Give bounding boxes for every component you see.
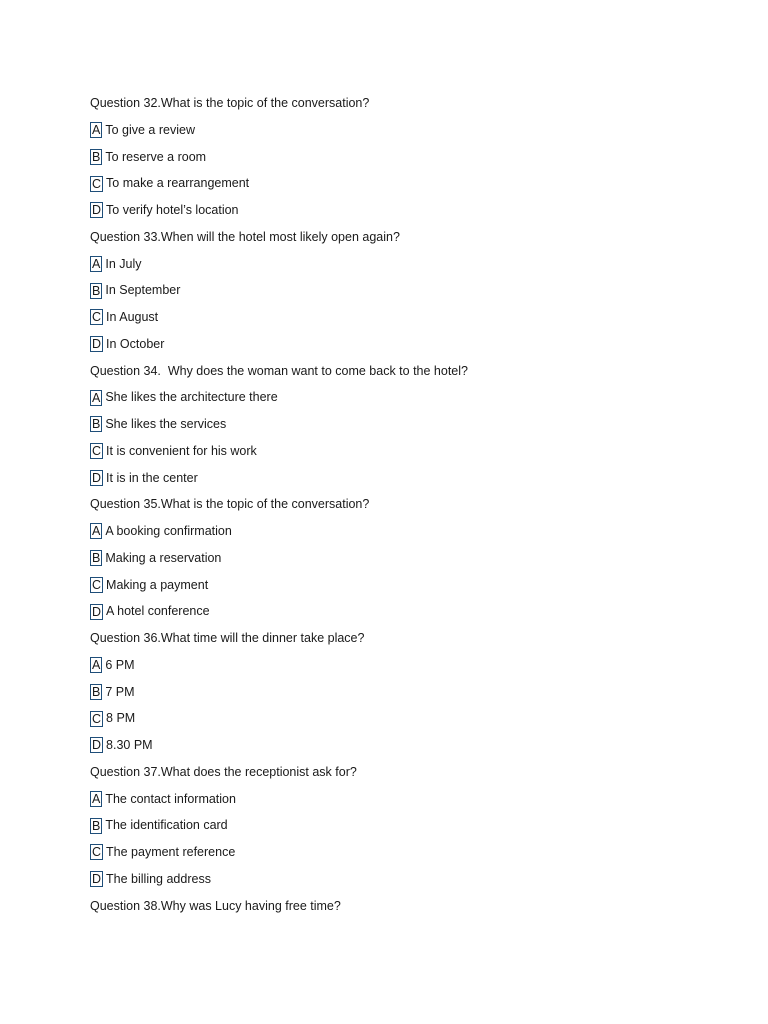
option-36-a[interactable]	[90, 652, 730, 679]
option-text: Making a reservation	[105, 550, 222, 565]
option-text: She likes the services	[105, 417, 227, 432]
option-letter-box: B	[92, 283, 101, 298]
option-letter-box: C	[92, 845, 102, 860]
option-letter-box: A	[92, 390, 101, 405]
option-32-b[interactable]	[90, 144, 730, 171]
option-34-a[interactable]	[90, 384, 730, 411]
option-letter-box: C	[92, 711, 102, 726]
option-letter-box: A	[92, 123, 101, 138]
option-letter-box: B	[92, 551, 101, 566]
option-37-c[interactable]	[90, 839, 730, 866]
option-33-c[interactable]	[90, 304, 730, 331]
option-36-c[interactable]	[90, 705, 730, 732]
option-text: In July	[105, 256, 142, 271]
option-34-c[interactable]	[90, 438, 730, 465]
option-35-c[interactable]	[90, 572, 730, 599]
option-text: To make a rearrangement	[106, 176, 250, 191]
option-letter-box: C	[92, 176, 102, 191]
option-text: To verify hotel’s location	[106, 203, 239, 218]
option-33-a[interactable]	[90, 251, 730, 278]
option-text: She likes the architecture there	[105, 390, 278, 405]
option-34-b[interactable]	[90, 411, 730, 438]
option-32-c[interactable]	[90, 170, 730, 197]
option-35-a[interactable]	[90, 518, 730, 545]
option-text: 8 PM	[106, 711, 136, 726]
option-37-d[interactable]	[90, 866, 730, 893]
option-33-b[interactable]	[90, 277, 730, 304]
option-letter-box: B	[92, 149, 101, 164]
question-37: Question 37.What does the receptionist ask for?	[90, 764, 357, 779]
option-letter-box: C	[92, 577, 102, 592]
option-text: In September	[105, 283, 181, 298]
option-35-b[interactable]	[90, 545, 730, 572]
question-32: Question 32.What is the topic of the conversation?	[90, 96, 370, 111]
option-36-b[interactable]	[90, 679, 730, 706]
option-letter-box: A	[92, 791, 101, 806]
option-text: 7 PM	[105, 684, 135, 699]
option-letter-box: A	[92, 256, 101, 271]
option-35-d[interactable]	[90, 598, 730, 625]
document-page	[90, 90, 730, 919]
option-letter-box: D	[92, 872, 102, 887]
option-text: A booking confirmation	[105, 524, 232, 539]
option-letter-box: D	[92, 738, 102, 753]
option-text: A hotel conference	[106, 604, 210, 619]
option-text: The billing address	[106, 871, 211, 886]
option-letter-box: B	[92, 818, 101, 833]
option-text: To reserve a room	[105, 149, 207, 164]
option-letter-box: A	[92, 658, 101, 673]
option-letter-box: C	[92, 310, 102, 325]
option-text: It is in the center	[106, 470, 198, 485]
option-letter-box: A	[92, 524, 101, 539]
option-text: The contact information	[105, 791, 236, 806]
option-text: In August	[106, 310, 159, 325]
option-letter-box: D	[92, 203, 102, 218]
question-38: Question 38.Why was Lucy having free time?	[90, 898, 341, 913]
option-letter-box: D	[92, 337, 102, 352]
question-36: Question 36.What time will the dinner take place?	[90, 631, 365, 646]
option-text: The identification card	[105, 818, 228, 833]
option-32-a[interactable]	[90, 117, 730, 144]
option-34-d[interactable]	[90, 465, 730, 492]
option-text: The payment reference	[106, 845, 236, 860]
option-text: Making a payment	[106, 577, 209, 592]
option-letter-box: B	[92, 684, 101, 699]
option-text: It is convenient for his work	[106, 443, 257, 458]
option-letter-box: D	[92, 604, 102, 619]
option-37-a[interactable]	[90, 786, 730, 813]
option-letter-box: D	[92, 470, 102, 485]
option-36-d[interactable]	[90, 732, 730, 759]
option-letter-box: B	[92, 417, 101, 432]
option-text: 6 PM	[105, 657, 135, 672]
option-32-d[interactable]	[90, 197, 730, 224]
option-letter-box: C	[92, 444, 102, 459]
option-text: In October	[106, 336, 165, 351]
option-37-b[interactable]	[90, 812, 730, 839]
option-text: 8.30 PM	[106, 738, 153, 753]
option-text: To give a review	[105, 122, 195, 137]
question-34: Question 34. Why does the woman want to come back to the hotel?	[90, 363, 468, 378]
question-33: Question 33.When will the hotel most likely open again?	[90, 229, 400, 244]
option-33-d[interactable]	[90, 331, 730, 358]
question-35: Question 35.What is the topic of the conversation?	[90, 497, 370, 512]
